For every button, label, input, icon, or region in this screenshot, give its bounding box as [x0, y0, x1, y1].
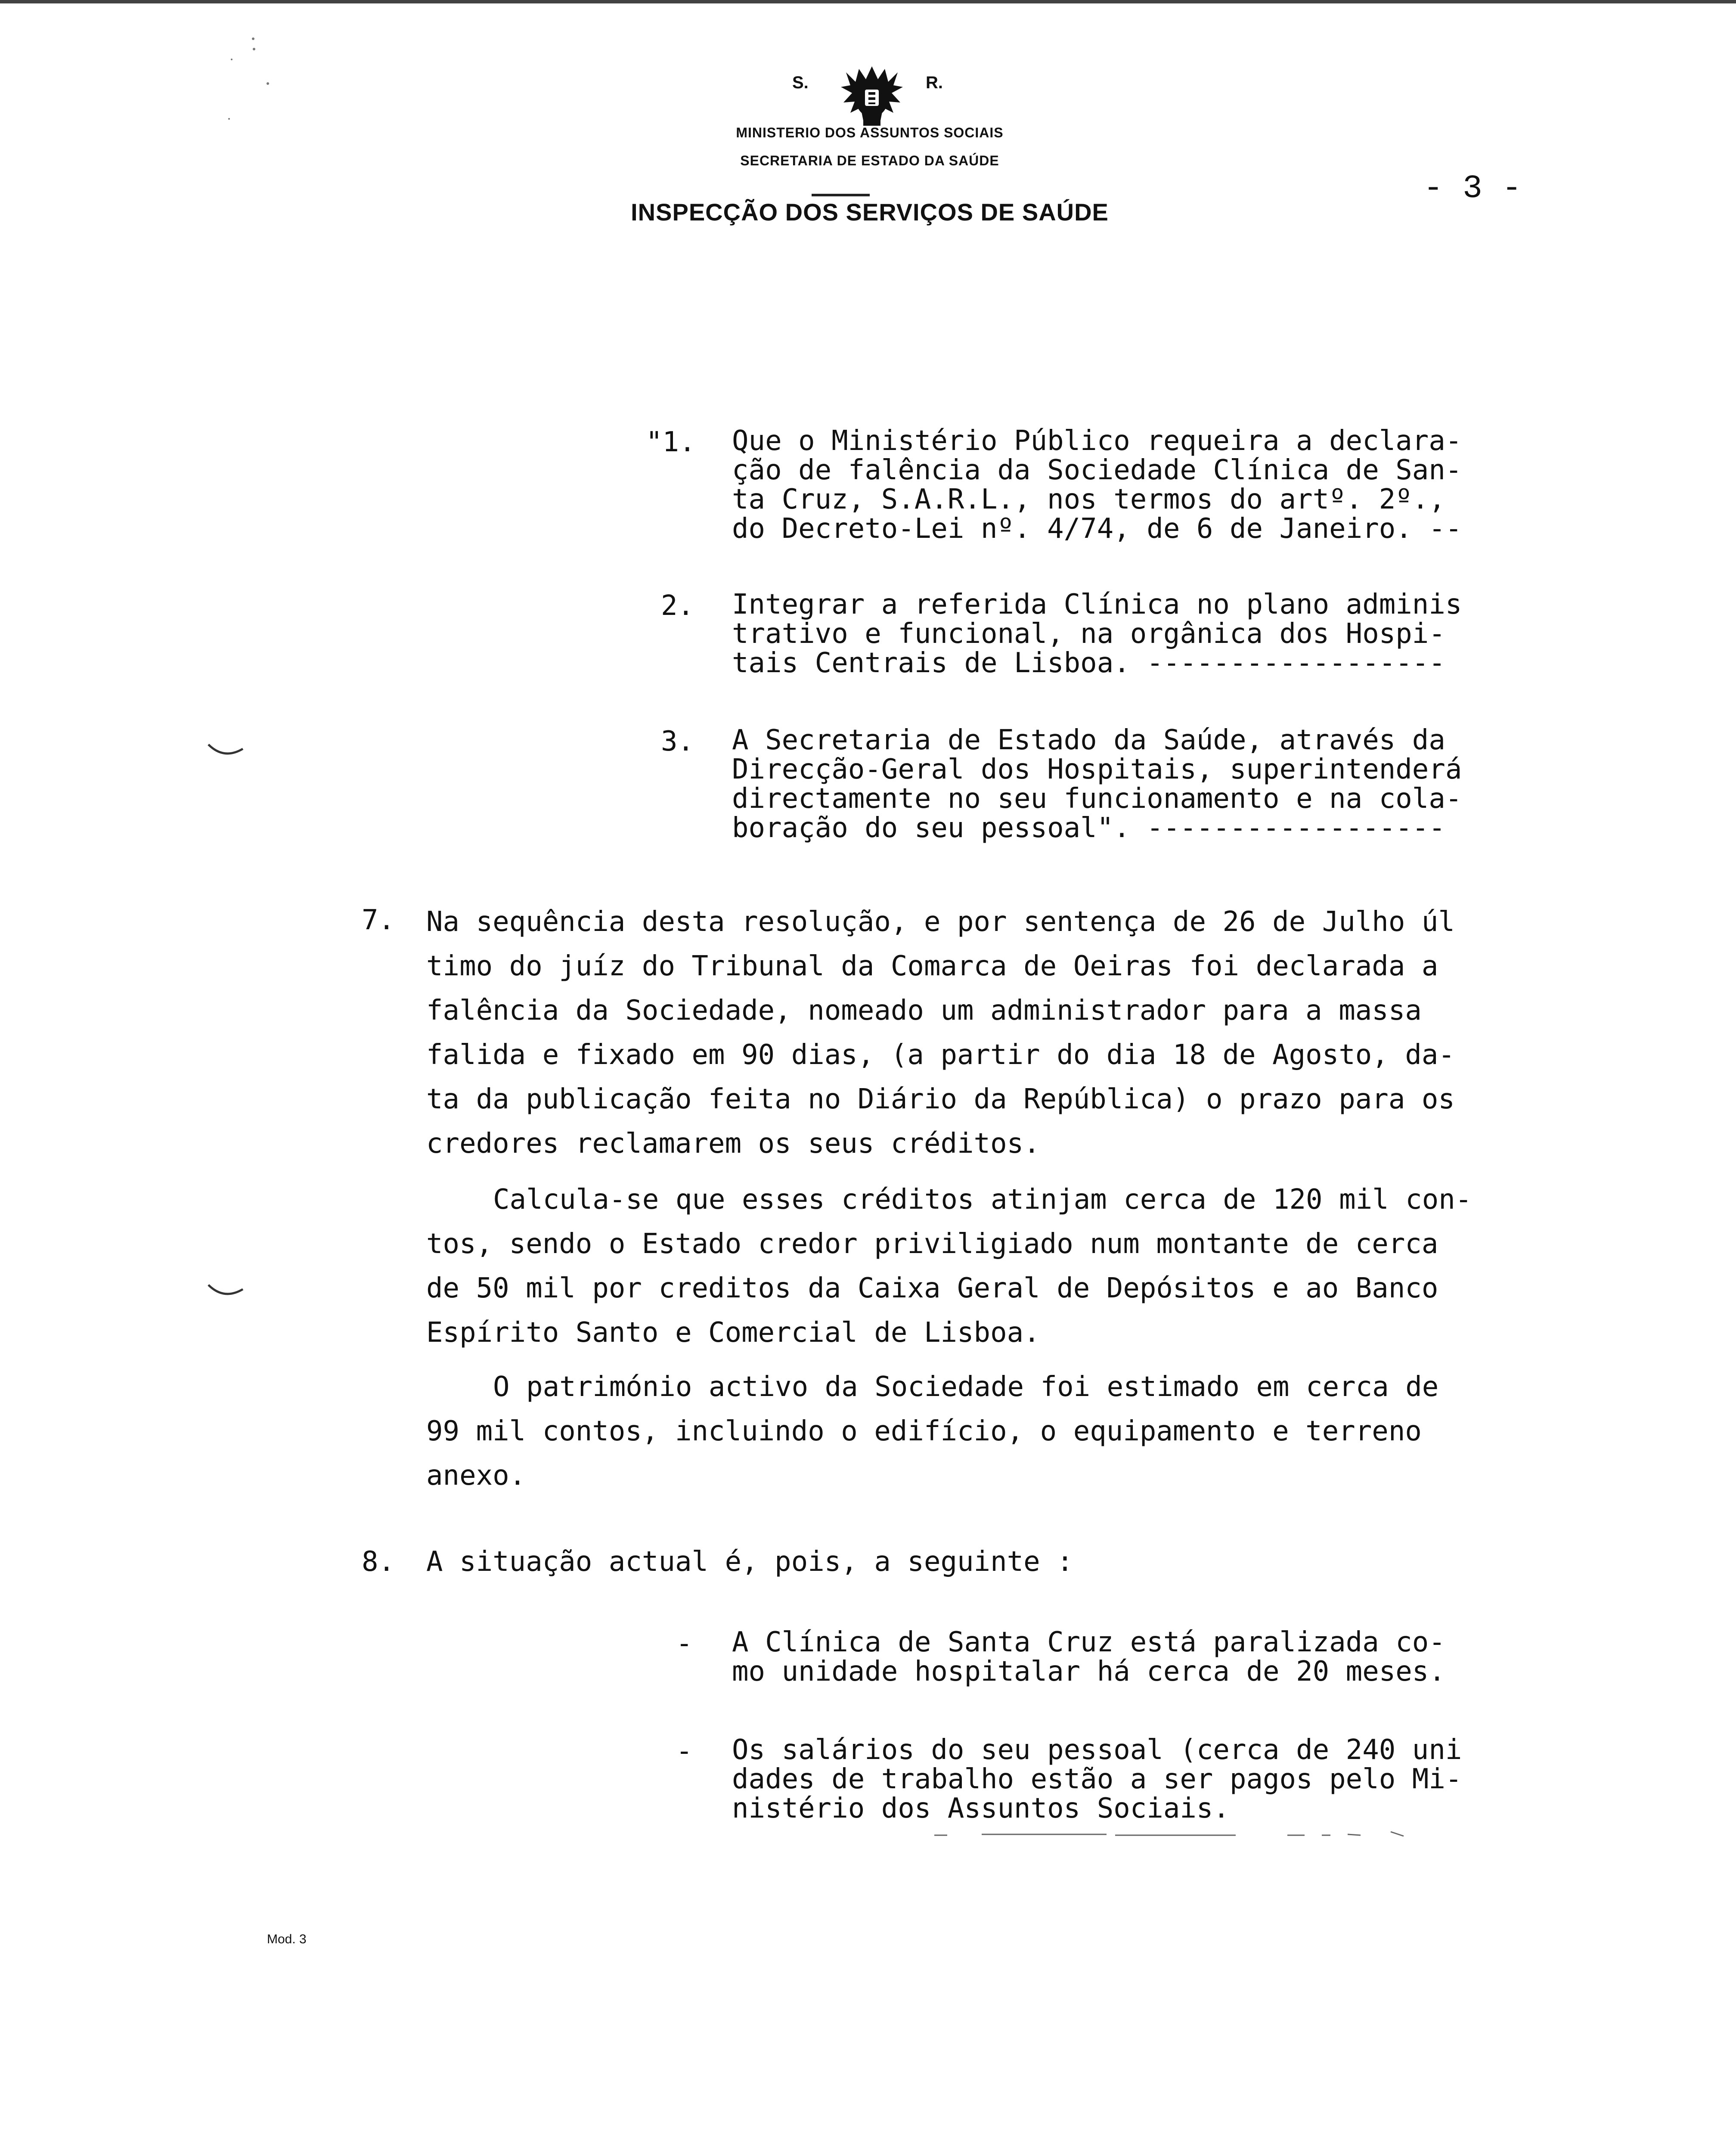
quoted-item-line: Que o Ministério Público requeira a declara-	[732, 425, 1462, 457]
paragraph-line: ta da publicação feita no Diário da República) o prazo para os	[426, 1083, 1455, 1115]
scan-speckle-mark	[220, 34, 280, 125]
coat-of-arms-icon	[837, 65, 906, 129]
paragraph-line: Espírito Santo e Comercial de Lisboa.	[426, 1317, 1040, 1349]
paragraph-line: anexo.	[426, 1460, 526, 1492]
section-7-paragraph-1	[426, 900, 1528, 1166]
margin-fold-mark	[207, 743, 245, 760]
paragraph-line: Na sequência desta resolução, e por sentença de 26 de Julho úl	[426, 906, 1455, 938]
quoted-item-1	[732, 426, 1520, 543]
bullet-line: dades de trabalho estão a ser pagos pelo Mi-	[732, 1763, 1462, 1795]
quoted-item-2	[732, 590, 1520, 678]
quoted-item-line: Direcção-Geral dos Hospitais, superintenderá	[732, 754, 1462, 785]
section-8-intro: A situação actual é, pois, a seguinte :	[426, 1546, 1073, 1578]
ministry-name: MINISTERIO DOS ASSUNTOS SOCIAIS	[736, 125, 1004, 140]
top-edge-rule	[0, 0, 1736, 3]
quoted-item-line: boração do seu pessoal". ------------------	[732, 812, 1445, 844]
paragraph-line: 99 mil contos, incluindo o edifício, o equipamento e terreno	[426, 1415, 1422, 1447]
form-code: Mod. 3	[267, 1932, 307, 1946]
paragraph-line: tos, sendo o Estado credor priviligiado num montante de cerca	[426, 1228, 1438, 1260]
section-7-paragraph-3	[426, 1365, 1528, 1498]
margin-fold-mark	[207, 1283, 245, 1300]
paragraph-line: de 50 mil por creditos da Caixa Geral de Depósitos e ao Banco	[426, 1272, 1438, 1304]
section-7-paragraph-2	[426, 1178, 1528, 1355]
section-7-label: 7.	[362, 904, 395, 936]
quoted-item-line: ção de falência da Sociedade Clínica de San-	[732, 454, 1462, 486]
quoted-item-label: "1.	[646, 426, 696, 458]
bullet-line: mo unidade hospitalar há cerca de 20 meses.	[732, 1656, 1445, 1688]
quoted-item-label: 2.	[661, 590, 694, 622]
quoted-item-label: 3.	[661, 726, 694, 757]
letterhead-divider	[812, 194, 870, 196]
page-number: - 3 -	[1423, 170, 1522, 207]
paragraph-line: falida e fixado em 90 dias, (a partir do dia 18 de Agosto, da-	[426, 1039, 1455, 1071]
paragraph-line: O património activo da Sociedade foi estimado em cerca de	[493, 1371, 1439, 1403]
paragraph-line: falência da Sociedade, nomeado um administrador para a massa	[426, 995, 1422, 1027]
quoted-item-line: trativo e funcional, na orgânica dos Hospi-	[732, 618, 1445, 650]
paragraph-line: Calcula-se que esses créditos atinjam cerca de 120 mil con-	[493, 1184, 1472, 1216]
bullet-line: nistério dos Assuntos Sociais.	[732, 1793, 1230, 1824]
paragraph-line: timo do juíz do Tribunal da Comarca de Oeiras foi declarada a	[426, 950, 1438, 982]
letterhead-left-letter: S.	[792, 73, 809, 92]
section-8-bullet-2	[732, 1735, 1520, 1823]
quoted-item-line: directamente no seu funcionamento e na cola-	[732, 783, 1462, 815]
bullet-line: Os salários do seu pessoal (cerca de 240 uni	[732, 1734, 1462, 1766]
department-name: INSPECÇÃO DOS SERVIÇOS DE SAÚDE	[631, 199, 1109, 226]
paragraph-line: credores reclamarem os seus créditos.	[426, 1128, 1040, 1160]
quoted-item-line: do Decreto-Lei nº. 4/74, de 6 de Janeiro. --	[732, 513, 1462, 545]
section-8-bullet-1	[732, 1628, 1520, 1686]
quoted-item-line: Integrar a referida Clínica no plano adminis	[732, 589, 1462, 620]
bullet-dash: -	[676, 1628, 693, 1660]
scan-smudge-mark	[934, 1830, 1408, 1839]
quoted-item-3	[732, 726, 1520, 843]
letterhead-emblem-group	[784, 65, 964, 116]
secretaria-name: SECRETARIA DE ESTADO DA SAÚDE	[740, 153, 999, 168]
bullet-line: A Clínica de Santa Cruz está paralizada co-	[732, 1626, 1445, 1658]
quoted-item-line: A Secretaria de Estado da Saúde, através da	[732, 724, 1445, 756]
quoted-item-line: tais Centrais de Lisboa. ------------------	[732, 647, 1445, 679]
bullet-dash: -	[676, 1735, 693, 1767]
quoted-item-line: ta Cruz, S.A.R.L., nos termos do artº. 2º.,	[732, 484, 1445, 515]
letterhead-right-letter: R.	[926, 73, 943, 92]
section-8-label: 8.	[362, 1546, 395, 1578]
